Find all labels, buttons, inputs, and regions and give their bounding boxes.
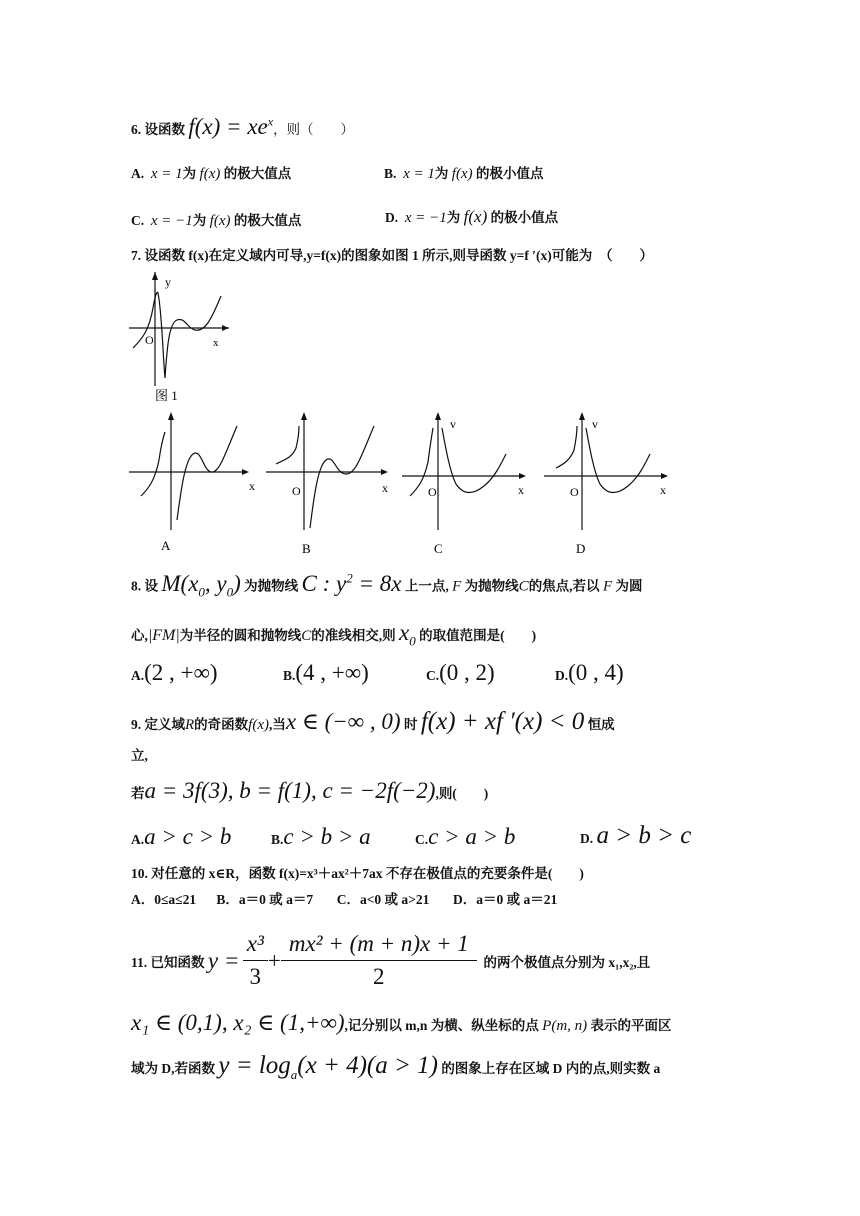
- q6-option-a: A. x = 1为 f(x) 的极大值点: [131, 166, 292, 182]
- option-graph-label: D: [576, 541, 586, 556]
- q6-option-b: B. x = 1为 f(x) 的极小值点: [384, 166, 544, 182]
- q8-line-2: 心,|FM|为半径的圆和抛物线C的准线相交,则 $x_0$ 的取值范围是( ): [131, 620, 537, 649]
- svg-text:v: v: [450, 417, 456, 431]
- option-graph-label: A: [161, 538, 171, 553]
- q11-line-3: 域为 D,若函数 $y = \log_a(x + 4)(a > 1)$ 的图象上存在区域 D 内的点,则实数 a: [131, 1052, 661, 1082]
- graph-option-d: [540, 410, 675, 560]
- svg-text:v: v: [592, 417, 598, 431]
- axis-x-label: x: [213, 337, 219, 349]
- condition-inequality: f(x) + xf ′(x) < 0: [420, 708, 585, 735]
- q11-line-1: 11. 已知函数 y = $\frac{\text{x³}}{3}$ + $\frac{\text{mx² + (m + n)x + 1}}{2}$ 的两个极值点分别为 x₁,x₂,且: [131, 928, 650, 993]
- svg-text:x: x: [382, 481, 388, 495]
- log-function: $y = \log_a(x + 4)(a > 1)$: [218, 1052, 438, 1082]
- q6-option-c: C. x = −1为 f(x) 的极大值点: [131, 213, 302, 229]
- q9-line-3: 若a = 3f(3), b = f(1), c = −2f(−2),则( ): [131, 778, 489, 803]
- x0: $x_0$: [399, 620, 416, 649]
- q9-line-2: 立,: [131, 748, 148, 763]
- svg-text:O: O: [428, 485, 437, 499]
- q6-option-d: D. x = −1为 f(x) 的极小值点: [385, 207, 559, 226]
- option-graph-label: B: [302, 541, 311, 556]
- abc-definitions: a = 3f(3), b = f(1), c = −2f(−2): [144, 778, 436, 803]
- parabola-equation: C : $y^2 = 8x$: [301, 570, 402, 596]
- option-label: C.: [131, 213, 145, 228]
- q9-option-d: D. a > b > c: [580, 822, 692, 849]
- svg-text:x: x: [518, 483, 524, 497]
- graph-option-c: [398, 410, 533, 560]
- svg-text:x: x: [249, 479, 255, 493]
- svg-text:O: O: [570, 485, 579, 499]
- q8-option-b: B.(4 , +∞): [283, 660, 369, 685]
- q9-option-a: A.a > c > b: [131, 824, 232, 849]
- graph-option-a: [125, 410, 260, 560]
- point-m: $M(x_0$, $y_0$): [161, 570, 241, 600]
- question-text: 设函数: [144, 122, 185, 137]
- option-label: D.: [385, 210, 399, 225]
- question-tail: ，则（ ）: [273, 122, 355, 137]
- axis-y-label: y: [165, 275, 171, 289]
- svg-text:x: x: [660, 483, 666, 497]
- svg-text:O: O: [292, 484, 301, 498]
- condition-interval: x ∈ (−∞ , 0): [285, 709, 401, 734]
- q8-option-d: D.(0 , 4): [555, 660, 624, 685]
- q7-stem: 7. 设函数 f(x)在定义域内可导,y=f(x)的图象如图 1 所示,则导函数 y=f ′(x)可能为 （ ）: [131, 248, 654, 263]
- q8-options: A.(2 , +∞): [131, 660, 218, 685]
- figure-1: [125, 268, 235, 408]
- option-label: B.: [384, 166, 397, 181]
- q9-option-c: C.c > a > b: [415, 824, 516, 849]
- figure-caption: 图 1: [155, 388, 178, 403]
- q8-line-1: 8. 设 $M(x_0$, $y_0$) 为抛物线 C : $y^2 = 8x$ 上一点, F 为抛物线C的焦点,若以 F 为圆: [131, 570, 643, 600]
- option-label: A.: [131, 166, 145, 181]
- fraction-1: $\frac{\text{x³}}{3}$: [243, 928, 268, 993]
- option-graph-label: C: [434, 541, 443, 556]
- q9-line-1: 9. 定义域R的奇函数f(x),当x ∈ (−∞ , 0) 时 f(x) + xf ′(x) < 0 恒成: [131, 708, 615, 735]
- function-formula: $f(x) = xe^x$: [188, 114, 274, 139]
- q8-option-c: C.(0 , 2): [426, 660, 495, 685]
- graph-option-b: [262, 410, 397, 560]
- q11-line-2: x₁ ∈ (0,1), x₂ ∈ (1,+∞),记分别以 m,n 为横、纵坐标的点 P(m, n) 表示的平面区: [131, 1010, 672, 1035]
- q10-stem: 10. 对任意的 x∈R，函数 f(x)=x³＋ax²＋7ax 不存在极值点的充要条件是( ): [131, 866, 584, 881]
- q9-option-b: B.c > b > a: [271, 824, 371, 849]
- q6-stem: [131, 114, 354, 140]
- q10-options: A．0≤a≤21 B．a＝0 或 a＝7 C．a<0 或 a>21 D．a＝0 或 a＝21: [131, 892, 558, 907]
- fraction-2: $\frac{\text{mx² + (m + n)x + 1}}{2}$: [281, 928, 477, 993]
- question-number: 6.: [131, 122, 142, 137]
- origin-label: O: [145, 333, 154, 347]
